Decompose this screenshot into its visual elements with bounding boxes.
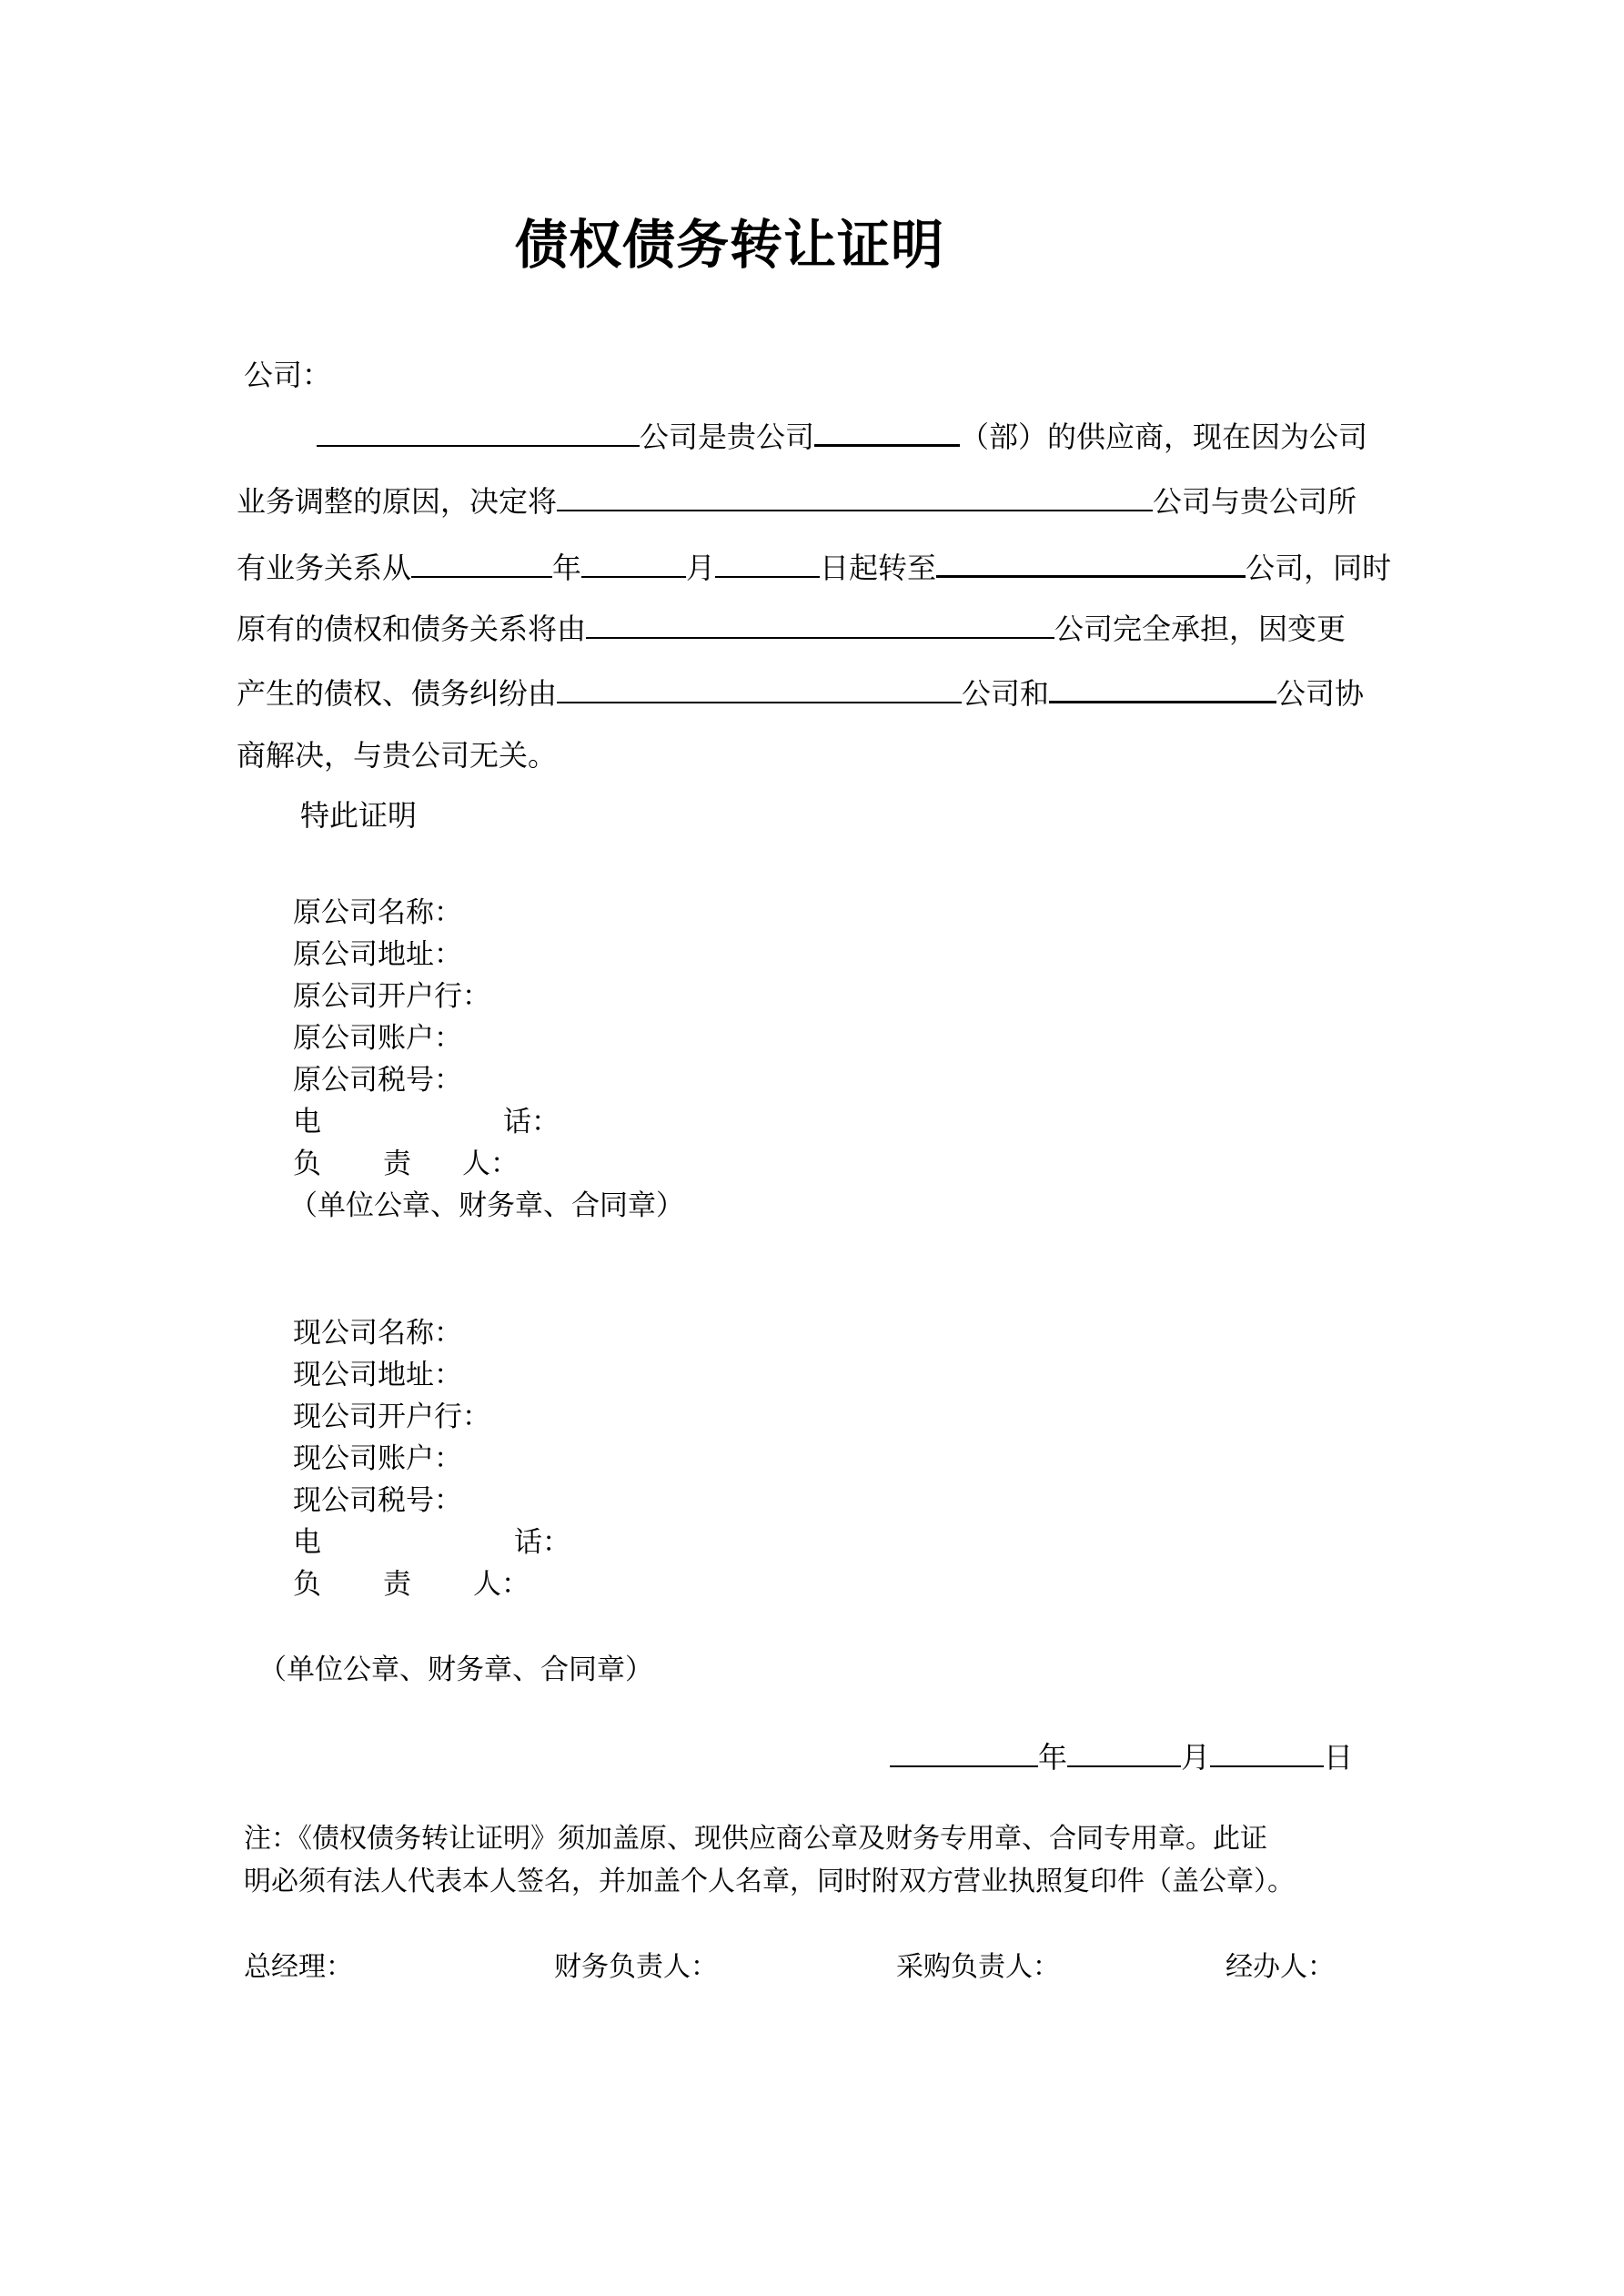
text: 业务调整的原因，决定将 (237, 484, 558, 519)
start-year-blank[interactable] (411, 549, 552, 578)
text: 人： (473, 1568, 530, 1601)
current-company-tax-field: 现公司税号： (293, 1484, 462, 1517)
signature-general-manager: 总经理： (244, 1951, 353, 1983)
text: 电 (293, 1526, 321, 1559)
text: 日起转至 (820, 551, 937, 585)
text: 年 (1038, 1740, 1068, 1775)
start-month-blank[interactable] (581, 549, 686, 578)
text: 负 (293, 1568, 321, 1601)
body-line-5 (237, 673, 1364, 712)
text: 人： (462, 1148, 519, 1180)
date-line (890, 1738, 1353, 1775)
text: 有业务关系从 (237, 551, 412, 585)
text: 年 (552, 551, 582, 585)
text: 责 (383, 1568, 411, 1601)
text: （部）的供应商，现在因为公司 (960, 420, 1368, 454)
text: 月 (686, 551, 716, 585)
text: 公司，同时 (1246, 551, 1392, 585)
original-company-bank-field: 原公司开户行： (293, 980, 490, 1013)
dispute-company-a-blank[interactable] (557, 674, 962, 703)
transfer-to-blank[interactable] (936, 548, 1246, 578)
current-company-address-field: 现公司地址： (293, 1359, 462, 1391)
text: 月 (1181, 1740, 1211, 1775)
current-company-account-field: 现公司账户： (293, 1442, 462, 1475)
original-company-account-field: 原公司账户： (293, 1022, 462, 1055)
start-day-blank[interactable] (715, 549, 820, 578)
text: 责 (383, 1148, 411, 1180)
signature-handler: 经办人： (1226, 1951, 1335, 1983)
certify-text: 特此证明 (300, 798, 418, 833)
text: 话： (503, 1106, 560, 1138)
text: 日 (1324, 1740, 1354, 1775)
supplier-name-blank[interactable] (317, 418, 640, 447)
salutation: 公司： (244, 358, 332, 392)
current-company-person-field (293, 1567, 530, 1602)
body-line-2 (237, 482, 1357, 520)
date-year-blank[interactable] (890, 1738, 1038, 1767)
assume-company-blank[interactable] (586, 610, 1054, 639)
note-line-2: 明必须有法人代表本人签名，并加盖个人名章，同时附双方营业执照复印件（盖公章）。 (244, 1866, 1295, 1897)
text: 公司是贵公司 (640, 420, 815, 454)
current-company-seal-note: （单位公章、财务章、合同章） (258, 1654, 653, 1686)
original-company-tax-field: 原公司税号： (293, 1064, 462, 1097)
transfer-business-blank[interactable] (557, 482, 1153, 511)
original-company-name-field: 原公司名称： (293, 896, 462, 929)
body-line-6: 商解决，与贵公司无关。 (237, 738, 558, 773)
original-company-phone-field (293, 1105, 560, 1139)
original-company-person-field (293, 1147, 519, 1181)
department-blank[interactable] (814, 417, 960, 447)
body-line-4 (237, 610, 1346, 647)
current-company-bank-field: 现公司开户行： (293, 1401, 490, 1433)
text: 产生的债权、债务纠纷由 (237, 676, 558, 711)
text: 原有的债权和债务关系将由 (237, 612, 587, 646)
signature-purchasing-head: 采购负责人： (896, 1951, 1060, 1983)
text: 负 (293, 1148, 321, 1180)
original-company-address-field: 原公司地址： (293, 938, 462, 971)
current-company-phone-field (293, 1525, 570, 1560)
text: 公司和 (962, 676, 1050, 711)
date-month-blank[interactable] (1067, 1738, 1181, 1767)
text: 公司完全承担，因变更 (1054, 612, 1347, 646)
signature-finance-head: 财务负责人： (554, 1951, 718, 1983)
text: 公司与贵公司所 (1153, 484, 1357, 519)
current-company-name-field: 现公司名称： (293, 1317, 462, 1350)
body-line-3 (237, 548, 1391, 586)
body-line-1 (317, 417, 1367, 455)
date-day-blank[interactable] (1210, 1738, 1324, 1767)
note-line-1: 注：《债权债务转让证明》须加盖原、现供应商公章及财务专用章、合同专用章。此证 (244, 1823, 1267, 1855)
text: 话： (514, 1526, 570, 1559)
text: 电 (293, 1106, 321, 1138)
document-title: 债权债务转让证明 (515, 214, 945, 276)
text: 公司协 (1276, 676, 1365, 711)
dispute-company-b-blank[interactable] (1049, 673, 1276, 703)
original-company-seal-note: （单位公章、财务章、合同章） (289, 1189, 684, 1222)
